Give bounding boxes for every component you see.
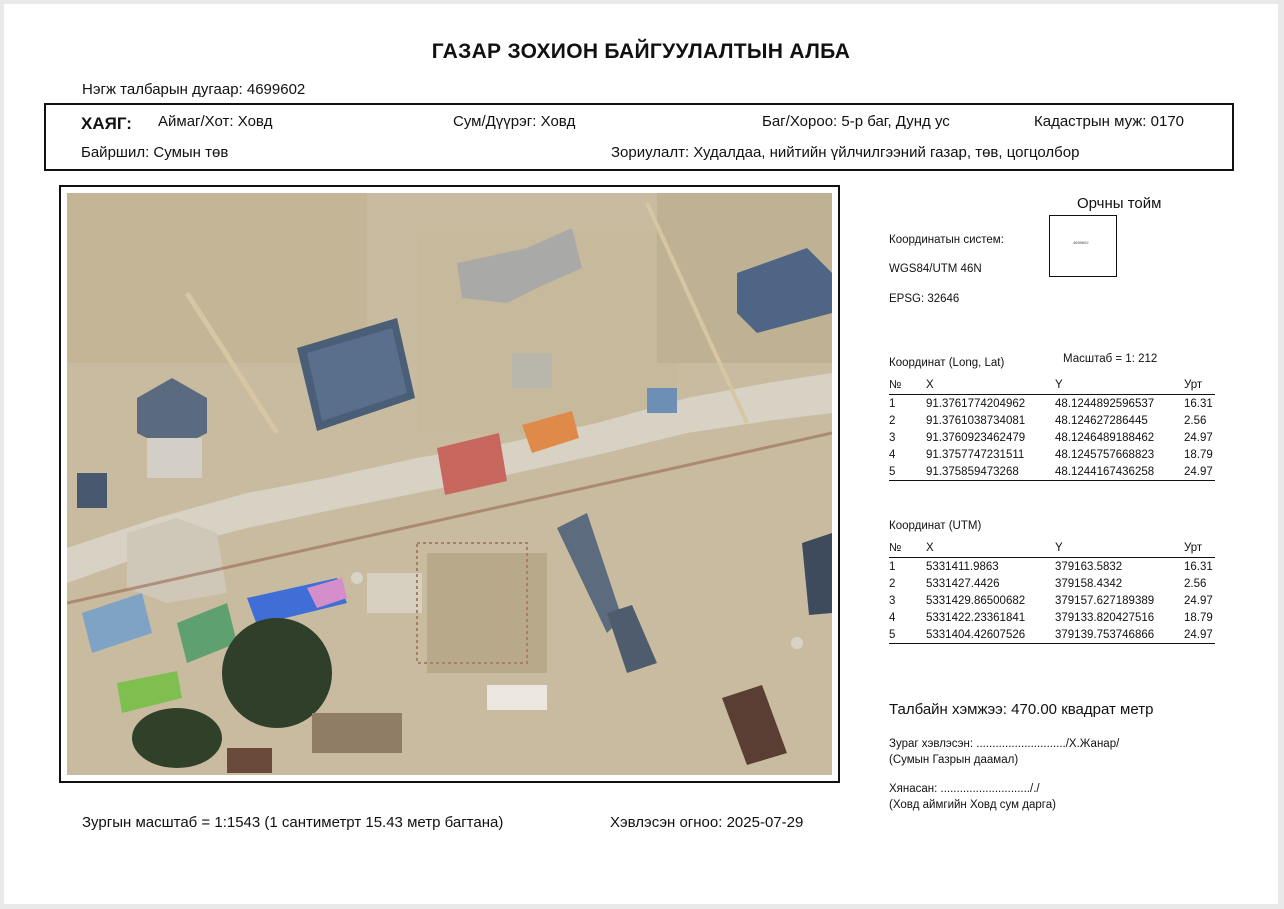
crs-epsg: EPSG: 32646	[889, 293, 960, 305]
column-header: Y	[1055, 540, 1184, 558]
area-text: Талбайн хэмжээ: 470.00 квадрат метр	[889, 701, 1154, 718]
map-frame	[59, 185, 840, 783]
address-box	[44, 103, 1234, 171]
table-header-row	[889, 540, 1215, 558]
table-cell: 48.1244892596537	[1055, 398, 1155, 410]
checked-by: Хянасан: ...........................././	[889, 783, 1040, 795]
drawn-by-role: (Сумын Газрын даамал)	[889, 754, 1019, 766]
table-cell: 4	[889, 449, 896, 461]
table-cell: 5	[889, 626, 926, 644]
table-cell: 16.31	[1184, 398, 1213, 410]
table-cell: 5331422.23361841	[926, 612, 1026, 624]
table-cell: 48.1244167436258	[1055, 463, 1184, 481]
table-cell: 3	[889, 595, 896, 607]
location-field: Байршил: Сумын төв	[81, 144, 229, 161]
crs-label: Координатын систем:	[889, 234, 1004, 246]
table-cell: 18.79	[1184, 612, 1213, 624]
table-row	[889, 558, 1215, 576]
outline-title: Орчны тойм	[1077, 195, 1162, 212]
cadastral-zone-field: Кадастрын муж: 0170	[1034, 113, 1185, 130]
table-cell: 379133.820427516	[1055, 612, 1155, 624]
table-row	[889, 429, 1215, 446]
table-cell: 379163.5832	[1055, 561, 1123, 573]
table-cell: 24.97	[1184, 595, 1213, 607]
parcel-number: Нэгж талбарын дугаар: 4699602	[82, 81, 306, 98]
table-header-row	[889, 377, 1215, 395]
table-cell: 91.3757747231511	[926, 449, 1025, 461]
map-scale: Зургын масштаб = 1:1543 (1 сантиметрт 15.43 метр багтана)	[82, 814, 504, 831]
table-cell: 2	[889, 578, 896, 590]
table-cell: 91.375859473268	[926, 463, 1055, 481]
table-cell: 379139.753746866	[1055, 626, 1184, 644]
table-cell: 2.56	[1184, 578, 1207, 590]
table-cell: 5331429.86500682	[926, 595, 1026, 607]
table-row	[889, 395, 1215, 413]
checked-by-role: (Ховд аймгийн Ховд сум дарга)	[889, 799, 1056, 811]
table-cell: 2.56	[1184, 415, 1207, 427]
address-label: ХАЯГ:	[81, 114, 132, 133]
table-cell: 2	[889, 415, 896, 427]
column-header: №	[889, 540, 926, 558]
table-cell: 5	[889, 463, 926, 481]
table-cell: 379157.627189389	[1055, 595, 1155, 607]
table-cell: 5331404.42607526	[926, 626, 1055, 644]
table-cell: 5331411.9863	[926, 561, 999, 573]
page-title: ГАЗАР ЗОХИОН БАЙГУУЛАЛТЫН АЛБА	[431, 40, 851, 63]
outline-thumbnail-label: 4699602	[1073, 240, 1089, 245]
table-cell: 3	[889, 432, 896, 444]
drawn-by: Зураг хэвлэсэн: ............................/Х.Жанар/	[889, 738, 1120, 750]
table-cell: 1	[889, 561, 896, 573]
column-header: X	[926, 377, 1055, 395]
table-cell: 91.3761774204962	[926, 398, 1026, 410]
table-cell: 24.97	[1184, 432, 1213, 444]
column-header: Урт	[1184, 540, 1215, 558]
table-cell: 24.97	[1184, 463, 1215, 481]
satellite-map[interactable]	[67, 193, 832, 775]
table-row	[889, 446, 1215, 463]
utm-coordinates-table	[889, 540, 1215, 644]
table-cell: 379158.4342	[1055, 578, 1123, 590]
table-row	[889, 609, 1215, 626]
map-drawing	[67, 193, 832, 775]
aimag-field: Аймаг/Хот: Ховд	[158, 113, 273, 130]
crs-name: WGS84/UTM 46N	[889, 263, 982, 275]
table-row	[889, 592, 1215, 609]
column-header: X	[926, 540, 1055, 558]
table-cell: 1	[889, 398, 896, 410]
table-cell: 18.79	[1184, 449, 1213, 461]
table-cell: 24.97	[1184, 626, 1215, 644]
geo-table-scale: Масштаб = 1: 212	[1063, 353, 1158, 365]
table-cell: 91.3760923462479	[926, 432, 1026, 444]
table-row	[889, 463, 1215, 481]
table-cell: 48.1245757668823	[1055, 449, 1155, 461]
column-header: Y	[1055, 377, 1184, 395]
geo-coordinates-table	[889, 377, 1215, 481]
table-cell: 16.31	[1184, 561, 1213, 573]
table-cell: 48.124627286445	[1055, 415, 1148, 427]
table-row	[889, 575, 1215, 592]
cadastral-sheet	[4, 4, 1278, 904]
table-row	[889, 412, 1215, 429]
table-row	[889, 626, 1215, 644]
utm-table-title: Координат (UTM)	[889, 520, 982, 532]
table-cell: 4	[889, 612, 896, 624]
outline-thumbnail	[1049, 215, 1117, 277]
sum-field: Сум/Дүүрэг: Ховд	[453, 113, 576, 130]
table-cell: 5331427.4426	[926, 578, 1000, 590]
purpose-field: Зориулалт: Худалдаа, нийтийн үйлчилгээний газар, төв, цогцолбор	[611, 144, 1080, 161]
bag-field: Баг/Хороо: 5-р баг, Дунд ус	[762, 113, 950, 130]
column-header: Урт	[1184, 377, 1215, 395]
table-cell: 91.3761038734081	[926, 415, 1026, 427]
geo-table-title: Координат (Long, Lat)	[889, 357, 1005, 369]
table-cell: 48.1246489188462	[1055, 432, 1155, 444]
print-date: Хэвлэсэн огноо: 2025-07-29	[610, 814, 804, 831]
column-header: №	[889, 377, 926, 395]
